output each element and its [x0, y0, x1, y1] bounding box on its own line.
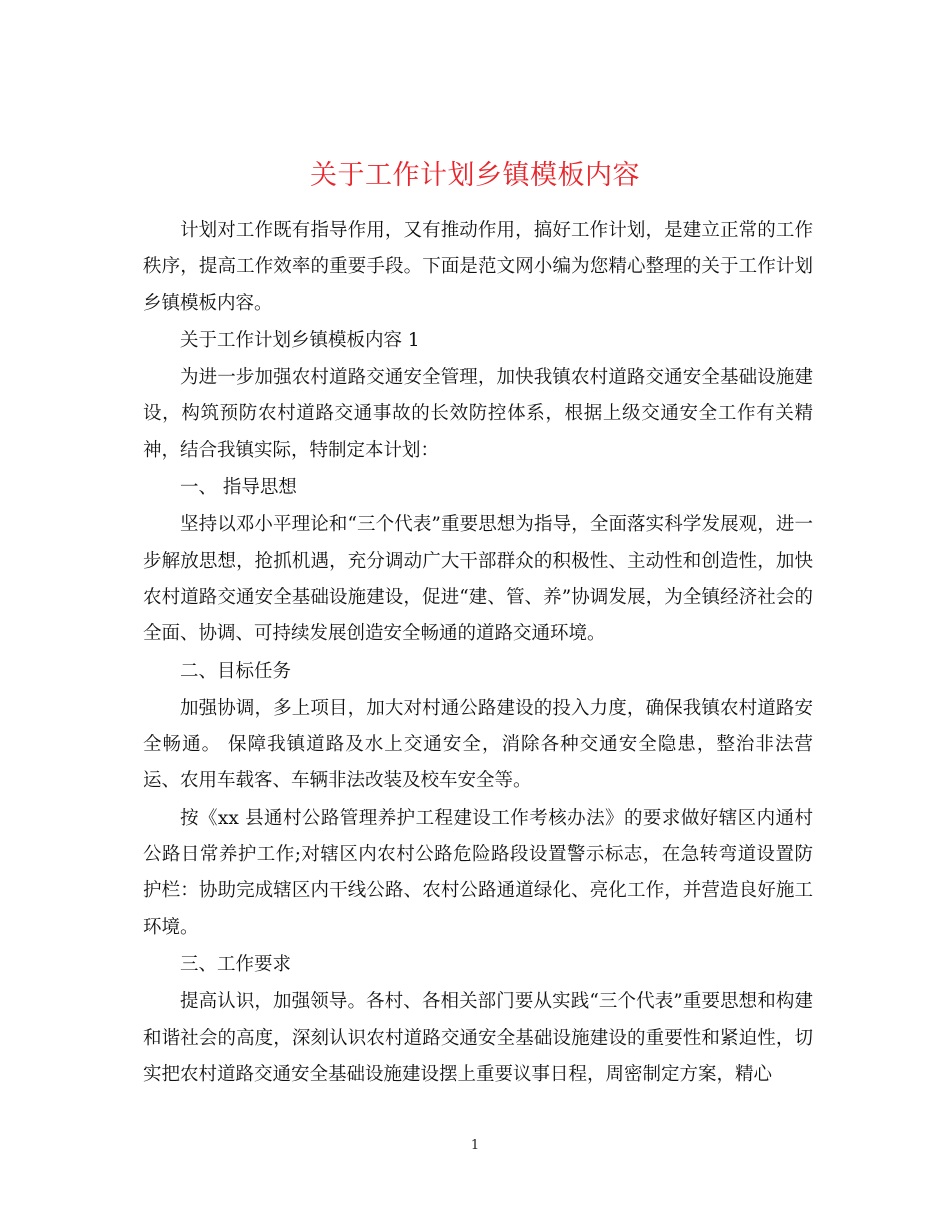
body-paragraph: 坚持以邓小平理论和“三个代表”重要思想为指导，全面落实科学发展观，进一步解放思想，抢抓机遇，充分调动广大干部群众的积极性、主动性和创造性，加快农村道路交通安全基础设施建设，促进“建、管、养”协调发展，为全镇经济社会的全面、协调、可持续发展创造安全畅通的道路交通环境。	[143, 514, 813, 645]
section-heading-objectives: 二、目标任务	[180, 660, 292, 682]
body-paragraph: 为进一步加强农村道路交通安全管理，加快我镇农村道路交通安全基础设施建设，构筑预防农村道路交通事故的长效防控体系，根据上级交通安全工作有关精神，结合我镇实际，特制定本计划：	[143, 367, 813, 461]
section-heading-template-1: 关于工作计划乡镇模板内容 1	[180, 329, 420, 351]
document-body	[143, 213, 813, 1094]
page-number: 1	[470, 1138, 480, 1153]
intro-paragraph: 计划对工作既有指导作用，又有推动作用，搞好工作计划，是建立正常的工作秩序，提高工作效率的重要手段。下面是范文网小编为您精心整理的关于工作计划乡镇模板内容。	[143, 220, 813, 314]
section-heading-guiding-ideology: 一、 指导思想	[180, 477, 297, 499]
document-title: 关于工作计划乡镇模板内容	[310, 160, 640, 192]
body-paragraph: 提高认识，加强领导。各村、各相关部门要从实践“三个代表”重要思想和构建和谐社会的高度，深刻认识农村道路交通安全基础设施建设的重要性和紧迫性，切实把农村道路交通安全基础设施建设摆上重要议事日程，周密制定方案，精心	[143, 991, 813, 1085]
body-paragraph: 按《xx 县通村公路管理养护工程建设工作考核办法》的要求做好辖区内通村公路日常养护工作;对辖区内农村公路危险路段设置警示标志，在急转弯道设置防护栏：协助完成辖区内干线公路、农村公路通道绿化、亮化工作，并营造良好施工环境。	[143, 807, 813, 938]
body-paragraph: 加强协调，多上项目，加大对村通公路建设的投入力度，确保我镇农村道路安全畅通。 保障我镇道路及水上交通安全，消除各种交通安全隐患，整治非法营运、农用车载客、车辆非法改装及校车安全等。	[143, 697, 813, 792]
section-heading-work-requirements: 三、工作要求	[180, 953, 292, 975]
